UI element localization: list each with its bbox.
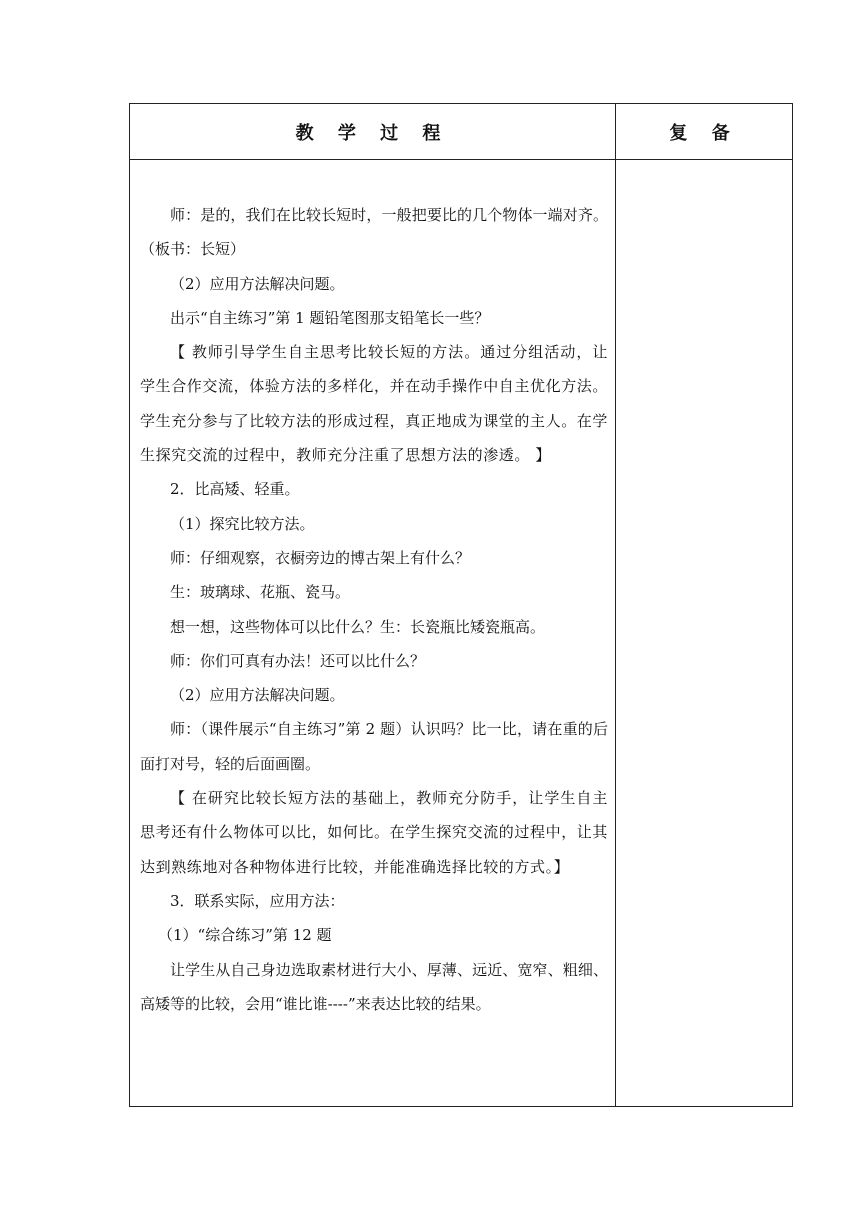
paragraph: 师：仔细观察，衣橱旁边的博古架上有什么？ (170, 548, 471, 567)
teaching-note: 【 教师引导学生自主思考比较长短的方法。通过分组活动，让学生合作交流，体验方法的多样化，并在动手操作中自主优化方法。学生充分参与了比较方法的形成过程，真正地成为课堂的主人。在学生探究交流的过程中，教师充分注重了思想方法的渗透。 】 (140, 343, 609, 465)
teaching-note: 【 在研究比较长短方法的基础上，教师充分防手，让学生自主思考还有什么物体可以比，如何比。在学生探究交流的过程中，让其达到熟练地对各种物体进行比较，并能准确选择比较的方式。】 (140, 789, 609, 876)
column-divider (615, 104, 616, 1106)
paragraph: 师：是的，我们在比较长短时，一般把要比的几个物体一端对齐。（板书：长短） (140, 206, 608, 259)
paragraph: 想一想，这些物体可以比什么？生：长瓷瓶比矮瓷瓶高。 (170, 617, 546, 636)
lesson-table (129, 103, 793, 1107)
header-divider (130, 159, 792, 160)
paragraph: 出示“自主练习”第 1 题铅笔图那支铅笔长一些？ (170, 308, 490, 327)
paragraph: （2）应用方法解决问题。 (170, 686, 345, 705)
paragraph: （2）应用方法解决问题。 (170, 274, 345, 293)
header-teaching-process: 教 学 过 程 (295, 122, 450, 144)
paragraph: 生：玻璃球、花瓶、瓷马。 (170, 583, 351, 602)
teaching-process-content (140, 198, 608, 1021)
paragraph: 师：（课件展示“自主练习”第 2 题）认识吗？比一比，请在重的后面打对号，轻的后面画圈。 (140, 720, 608, 773)
paragraph: 2．比高矮、轻重。 (170, 480, 300, 499)
paragraph: 3．联系实际，应用方法： (170, 891, 345, 910)
paragraph: 师：你们可真有办法！还可以比什么？ (170, 651, 426, 670)
paragraph: （1）“综合练习”第 12 题 (158, 926, 332, 945)
paragraph: 让学生从自己身边选取素材进行大小、厚薄、远近、宽窄、粗细、高矮等的比较，会用“谁比谁----”来表达比较的结果。 (140, 960, 608, 1013)
header-review-notes: 复 备 (669, 122, 739, 144)
paragraph: （1）探究比较方法。 (170, 514, 315, 533)
